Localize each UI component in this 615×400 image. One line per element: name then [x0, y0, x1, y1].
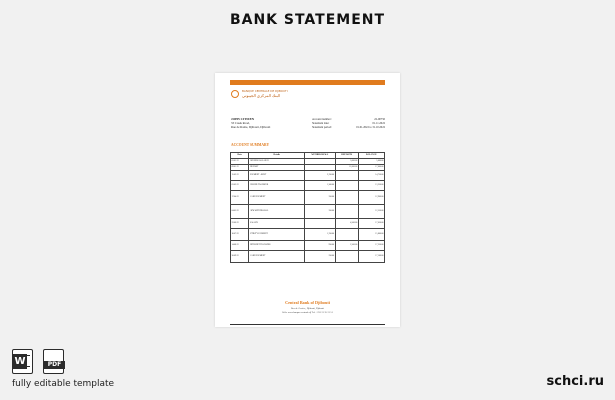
cell-details: SALARY [249, 219, 304, 229]
info-row: Statement date: 01.11.2022 [312, 121, 385, 125]
cell-d: 4,500.00 [335, 219, 358, 229]
table-row [231, 251, 385, 263]
table-row [231, 191, 385, 205]
cell-details: PAYMENT - RENT [249, 171, 304, 181]
cell-w: 950.00 [304, 241, 335, 251]
cell-date: 17.04.22 [231, 191, 249, 205]
cell-w: 1,500.00 [304, 181, 335, 191]
cell-date: 15.02.22 [231, 171, 249, 181]
cell-d [335, 181, 358, 191]
page-title: BANK STATEMENT [229, 12, 386, 28]
cell-d [335, 251, 358, 263]
cell-d [335, 171, 358, 181]
customer-block [231, 118, 270, 129]
cell-details: INTERNET TRANSFER [249, 241, 304, 251]
transactions-table [230, 152, 385, 263]
col-withdrawals: WITHDRAWALS [304, 153, 335, 159]
table-row [231, 229, 385, 241]
account-summary-title: ACCOUNT SUMMARY [231, 143, 270, 147]
cell-b: 14,750.00 [358, 171, 384, 181]
cell-date: 30.09.22 [231, 251, 249, 263]
brand-logo[interactable]: schci.ru [546, 374, 604, 389]
table-row [231, 219, 385, 229]
footer-contact: Web: www.banque-centrale.dj Tel: +253 21 35 21 51 [282, 311, 333, 314]
cell-w: 250.00 [304, 251, 335, 263]
bank-name-en: BANQUE CENTRALE DE DJIBOUTI [242, 89, 288, 94]
cell-date: 22.06.22 [231, 219, 249, 229]
footer-address: Rue de Genève, Djibouti, Djibouti [291, 307, 324, 310]
editable-template-label: fully editable template [12, 379, 115, 389]
pdf-file-icon[interactable]: PDF [43, 349, 64, 374]
table-row [231, 241, 385, 251]
cell-details: OPENING BALANCE [249, 159, 304, 165]
col-details: Details [249, 153, 304, 159]
cell-date: 14.08.22 [231, 241, 249, 251]
statement-document [215, 73, 400, 327]
cell-date: 09.01.22 [231, 165, 249, 171]
cell-b: 15,800.00 [358, 229, 384, 241]
cell-b: 17,050.00 [358, 219, 384, 229]
cell-date: 10.07.22 [231, 229, 249, 241]
cell-details: ONLINE TRANSFER [249, 181, 304, 191]
cell-d [335, 205, 358, 219]
cell-details: UTILITY PAYMENT [249, 229, 304, 241]
table-row [231, 205, 385, 219]
cell-details: CARD PAYMENT [249, 251, 304, 263]
cell-date: 04.05.22 [231, 205, 249, 219]
cell-b: 12,550.00 [358, 205, 384, 219]
cell-w [304, 219, 335, 229]
cell-w: 350.00 [304, 205, 335, 219]
cell-details: CARD PAYMENT [249, 191, 304, 205]
cell-d: 5,000.00 [335, 159, 358, 165]
cell-b: 12,900.00 [358, 191, 384, 205]
cell-b: 17,350.00 [358, 241, 384, 251]
cell-date: 03.01.22 [231, 159, 249, 165]
word-file-icon[interactable]: W [12, 349, 33, 374]
orange-header-bar [230, 80, 385, 85]
col-balance: BALANCE [358, 153, 384, 159]
cell-w: 350.00 [304, 191, 335, 205]
info-row: Statement period: 01.01.2022 to 31.10.2022 [312, 125, 385, 129]
col-date: Date [231, 153, 249, 159]
cell-b: 13,250.00 [358, 181, 384, 191]
customer-address-1: 33 Creek Road, [231, 120, 250, 125]
cell-b: 17,000.00 [358, 165, 384, 171]
bank-logo [231, 90, 288, 98]
cell-d [335, 229, 358, 241]
cell-details: DEPOSIT [249, 165, 304, 171]
cell-d: 2,500.00 [335, 241, 358, 251]
info-row: Account number: 22-00750 [312, 118, 385, 121]
cell-d [335, 191, 358, 205]
cell-b: 5,000.00 [358, 159, 384, 165]
customer-name: JOHN CITIZEN [231, 117, 255, 121]
cell-b: 17,100.00 [358, 251, 384, 263]
bank-seal-icon [231, 90, 239, 98]
col-deposits: DEPOSITS [335, 153, 358, 159]
account-info [312, 118, 385, 129]
cell-w: 2,250.00 [304, 171, 335, 181]
cell-details: ATM WITHDRAWAL [249, 205, 304, 219]
table-row [231, 181, 385, 191]
footer-bank-name: Central Bank of Djibouti [285, 300, 330, 305]
table-row [231, 171, 385, 181]
customer-address-2: Rue de Rome, Djibouti, Djibouti [231, 124, 271, 129]
footer-rule [230, 324, 385, 325]
cell-w: 1,250.00 [304, 229, 335, 241]
cell-d: 12,000.00 [335, 165, 358, 171]
bank-name-ar: البنك المركزي الجيبوتي [242, 92, 281, 98]
cell-date: 03.03.22 [231, 181, 249, 191]
